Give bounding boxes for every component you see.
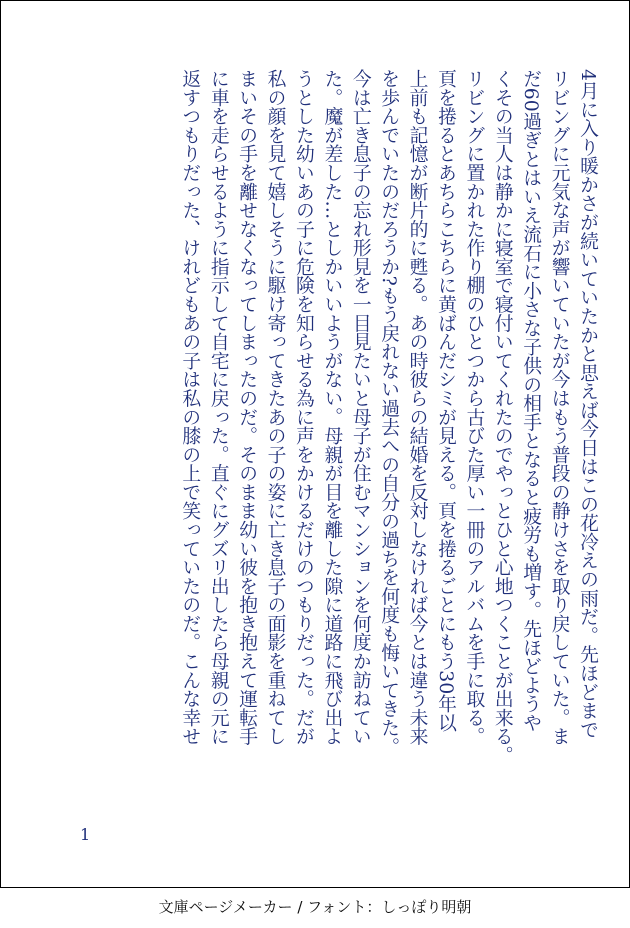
page-number: 1 — [80, 825, 91, 844]
text-line-7: 上前も記憶が断片的に甦る。あの時彼らの結婚を反対しなければ今とは違う未来 — [406, 69, 428, 746]
text-line-13: まいその手を離せなくなってしまったのだ。そのまま幼い彼を抱き抱えて運転手 — [236, 69, 258, 746]
text-line-2: リビングに元気な声が響いていたが今はもう普段の静けさを取り戻していた。ま — [548, 69, 570, 746]
text-line-1: 4月に入り暖かさが続いていたかと思えば今日はこの花冷えの雨だ。先ほどまで — [577, 69, 598, 739]
text-line-8: を歩んでいたのだろうか?もう戻れない過去への自分の過ちを何度も悔いてきた。 — [378, 69, 400, 756]
vertical-text-block — [175, 69, 601, 799]
text-line-6: 頁を捲るとあちらこちらに黄ばんだシミが見える。頁を捲るごとにもう30年以 — [434, 69, 456, 732]
text-line-12: 私の顔を見て嬉しそうに駆け寄ってきたあの子の姿に亡き息子の面影を重ねてし — [264, 69, 286, 746]
text-line-4: くその当人は静かに寝室で寝付いてくれたのでやっとひと心地つくことが出来る。 — [491, 69, 513, 765]
text-line-11: うとした幼いあの子に危険を知らせる為に声をかけるだけのつもりだった。だが — [292, 69, 314, 746]
text-line-9: 今は亡き息子の忘れ形見を一目見たいと母子が住むマンションを何度か訪ねてい — [349, 69, 371, 746]
text-line-5: リビングに置かれた作り棚のひとつから古びた厚い一冊のアルバムを手に取る。 — [463, 69, 485, 746]
text-line-14: に車を走らせるように指示して自宅に戻った。直ぐにグズリ出したら母親の元に — [207, 69, 229, 746]
footer-caption: 文庫ページメーカー / フォント：しっぽり明朝 — [158, 898, 472, 916]
text-line-15: 返すつもりだった、けれどもあの子は私の膝の上で笑っていたのだ。こんな幸せ — [179, 69, 201, 746]
text-line-10: た。魔が差した…としかいいようがない。母親が目を離した隙に道路に飛び出よ — [321, 69, 343, 746]
text-line-3: だ60過ぎとはいえ流石に小さな子供の相手となると疲労も増す。先ほどようや — [520, 69, 542, 732]
